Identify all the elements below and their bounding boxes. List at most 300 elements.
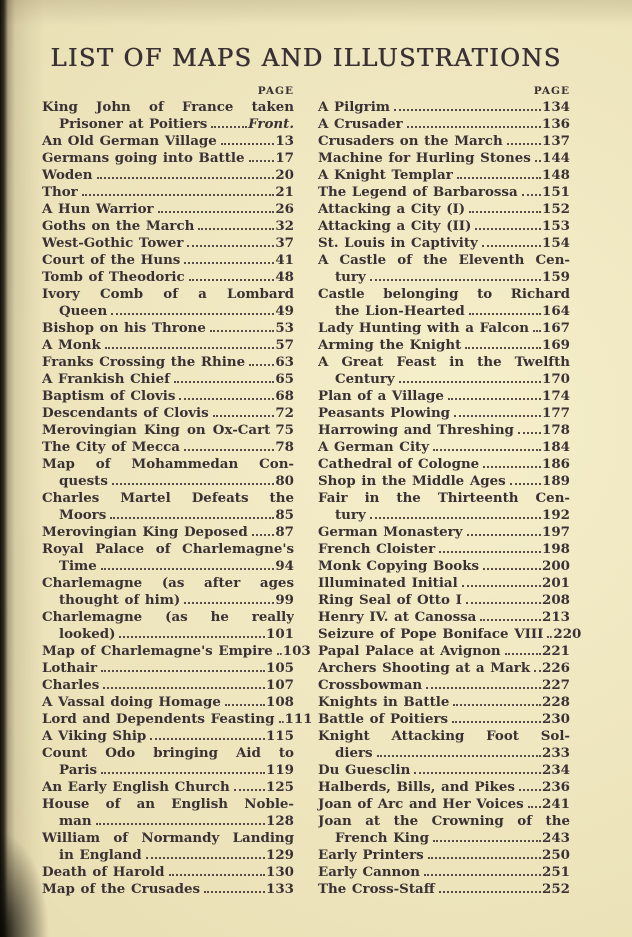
dot-leader	[204, 891, 265, 893]
entry-title: Germans going into Battle	[42, 150, 245, 166]
entry-title: Monk Copying Books	[318, 558, 480, 574]
dot-leader	[119, 636, 265, 638]
toc-line	[318, 405, 570, 422]
toc-line	[318, 473, 570, 490]
toc-line	[42, 371, 294, 388]
toc-line	[318, 728, 570, 745]
entry-page-number: 105	[266, 660, 294, 676]
entry-title: Prisoner at Poitiers	[59, 116, 208, 132]
entry-page-number: 144	[542, 150, 570, 166]
entry-title: Tomb of Theodoric	[42, 269, 185, 285]
toc-line	[42, 779, 294, 796]
entry-title: Merovingian King on Ox-Cart	[42, 422, 271, 438]
entry-page-number: 152	[542, 201, 570, 217]
entry-title: Map of the Crusades	[42, 881, 201, 897]
entry-title: Goths on the March	[42, 218, 195, 234]
dot-leader	[452, 721, 541, 723]
entry-page-number: 226	[542, 660, 570, 676]
entry-page-number: 99	[275, 592, 294, 608]
entry-title: Plan of a Village	[318, 388, 444, 404]
entry-page-number: 94	[275, 558, 294, 574]
dot-leader	[465, 347, 541, 349]
dot-leader	[448, 398, 541, 400]
toc-line	[42, 677, 294, 694]
entry-page-number: 174	[542, 388, 570, 404]
dot-leader	[407, 126, 541, 128]
toc-line	[318, 99, 570, 116]
dot-leader	[277, 653, 282, 655]
entry-title: Ring Seal of Otto I	[318, 592, 462, 608]
dot-leader	[399, 381, 541, 383]
entry-page-number: 167	[542, 320, 570, 336]
dot-leader	[189, 279, 275, 281]
toc-line	[318, 524, 570, 541]
toc-line	[318, 252, 570, 269]
entry-page-number: 192	[542, 507, 570, 523]
toc-line	[318, 201, 570, 218]
dot-leader	[158, 211, 275, 213]
entry-title: A Vassal doing Homage	[42, 694, 221, 710]
entry-title: The Legend of Barbarossa	[318, 184, 518, 200]
entry-page-number: 251	[542, 864, 570, 880]
dot-leader	[483, 466, 541, 468]
entry-page-number: 80	[275, 473, 294, 489]
entry-title: Arming the Knight	[318, 337, 462, 353]
entry-page-number: 164	[542, 303, 570, 319]
dot-leader	[467, 534, 542, 536]
entry-page-number: 213	[542, 609, 570, 625]
toc-line	[42, 592, 294, 609]
dot-leader	[234, 789, 265, 791]
entry-title: the Lion-Hearted	[335, 303, 465, 319]
dot-leader	[112, 483, 274, 485]
entry-page-number: 159	[542, 269, 570, 285]
entry-title: man	[59, 813, 92, 829]
entry-title: Map of Mohammedan Con-	[42, 456, 294, 472]
entry-page-number: 197	[542, 524, 570, 540]
entry-title: Descendants of Clovis	[42, 405, 209, 421]
entry-title: Castle belonging to Richard	[318, 286, 570, 302]
entry-page-number: 137	[542, 133, 570, 149]
toc-line	[318, 456, 570, 473]
entry-page-number: 198	[542, 541, 570, 557]
entry-page-number: 153	[542, 218, 570, 234]
dot-leader	[184, 449, 274, 451]
dot-leader	[211, 126, 247, 128]
entry-page-number: 208	[542, 592, 570, 608]
dot-leader	[370, 517, 541, 519]
entry-title: A Knight Templar	[318, 167, 453, 183]
entry-title: Royal Palace of Charlemagne's	[42, 541, 294, 557]
toc-line	[318, 337, 570, 354]
entry-title: Machine for Hurling Stones	[318, 150, 531, 166]
toc-line	[42, 303, 294, 320]
entry-title: A Viking Ship	[42, 728, 147, 744]
toc-line	[318, 235, 570, 252]
toc-line	[42, 507, 294, 524]
dot-leader	[535, 160, 541, 162]
toc-line	[42, 201, 294, 218]
toc-line	[42, 541, 294, 558]
entry-page-number: 250	[542, 847, 570, 863]
toc-line	[318, 507, 570, 524]
toc-line	[318, 439, 570, 456]
entry-page-number: 115	[266, 728, 294, 744]
toc-line	[42, 337, 294, 354]
entry-title: An Early English Church	[42, 779, 230, 795]
toc-line	[42, 728, 294, 745]
entry-title: Harrowing and Threshing	[318, 422, 514, 438]
entry-title: Moors	[59, 507, 107, 523]
toc-line	[42, 558, 294, 575]
dot-leader	[370, 279, 541, 281]
entry-page-number: 17	[275, 150, 294, 166]
entry-title: tury	[335, 507, 366, 523]
entry-title: A German City	[318, 439, 430, 455]
dot-leader	[101, 772, 265, 774]
page-column-header-right: PAGE	[533, 85, 570, 97]
toc-line	[318, 218, 570, 235]
dot-leader	[439, 551, 541, 553]
entry-page-number: 107	[266, 677, 294, 693]
entry-title: Charlemagne (as he really	[42, 609, 294, 625]
entry-page-number: 184	[542, 439, 570, 455]
entry-title: A Crusader	[318, 116, 403, 132]
dot-leader	[249, 160, 275, 162]
entry-page-number: 170	[542, 371, 570, 387]
toc-line	[318, 371, 570, 388]
entry-title: Battle of Poitiers	[318, 711, 449, 727]
entry-page-number: 53	[275, 320, 294, 336]
entry-title: A Great Feast in the Twelfth	[318, 354, 570, 370]
toc-line	[42, 456, 294, 473]
toc-line	[42, 269, 294, 286]
column-headers	[42, 85, 570, 97]
entry-title: Early Cannon	[318, 864, 420, 880]
toc-line	[42, 830, 294, 847]
toc-line	[42, 252, 294, 269]
entry-page-number: 129	[266, 847, 294, 863]
entry-page-number: 221	[542, 643, 570, 659]
dot-leader	[462, 585, 541, 587]
dot-leader	[414, 772, 541, 774]
entry-title: Map of Charlemagne's Empire	[42, 643, 273, 659]
entry-page-number: 65	[275, 371, 294, 387]
toc-line	[42, 116, 294, 133]
entry-page-number: 128	[266, 813, 294, 829]
entry-page-number: Front.	[248, 116, 294, 132]
entry-title: Knights in Battle	[318, 694, 450, 710]
entry-title: Death of Harold	[42, 864, 165, 880]
entry-title: William of Normandy Landing	[42, 830, 294, 846]
entry-title: Knight Attacking Foot Sol-	[318, 728, 570, 744]
entry-page-number: 125	[266, 779, 294, 795]
toc-line	[318, 609, 570, 626]
dot-leader	[221, 143, 275, 145]
dot-leader	[469, 313, 541, 315]
toc-line	[318, 269, 570, 286]
toc-line	[318, 167, 570, 184]
toc-line	[318, 150, 570, 167]
entry-page-number: 13	[275, 133, 294, 149]
dot-leader	[528, 806, 541, 808]
toc-line	[318, 813, 570, 830]
entry-title: A Hun Warrior	[42, 201, 154, 217]
entry-title: A Monk	[42, 337, 101, 353]
toc-line	[318, 745, 570, 762]
entry-title: West-Gothic Tower	[42, 235, 184, 251]
dot-leader	[454, 415, 541, 417]
entry-title: A Castle of the Eleventh Cen-	[318, 252, 570, 268]
dot-leader	[433, 449, 541, 451]
toc-line	[42, 354, 294, 371]
dot-leader	[187, 245, 274, 247]
toc-line	[318, 558, 570, 575]
entry-page-number: 72	[275, 405, 294, 421]
entry-title: Bishop on his Throne	[42, 320, 206, 336]
entry-title: Charlemagne (as after ages	[42, 575, 294, 591]
entry-page-number: 227	[542, 677, 570, 693]
dot-leader	[111, 313, 274, 315]
toc-line	[42, 796, 294, 813]
entry-title: tury	[335, 269, 366, 285]
dot-leader	[103, 687, 265, 689]
entry-title: Peasants Plowing	[318, 405, 451, 421]
entry-page-number: 234	[542, 762, 570, 778]
entry-title: Illuminated Initial	[318, 575, 458, 591]
toc-line	[318, 830, 570, 847]
toc-line	[42, 388, 294, 405]
entry-page-number: 130	[266, 864, 294, 880]
toc-line	[42, 167, 294, 184]
toc-line	[42, 133, 294, 150]
toc-line	[318, 286, 570, 303]
toc-columns	[42, 99, 582, 898]
entry-page-number: 151	[542, 184, 570, 200]
toc-line	[318, 490, 570, 507]
toc-line	[42, 694, 294, 711]
toc-line	[42, 473, 294, 490]
entry-title: Du Guesclin	[318, 762, 411, 778]
toc-line	[42, 575, 294, 592]
entry-page-number: 87	[275, 524, 294, 540]
dot-leader	[110, 517, 274, 519]
entry-title: The City of Mecca	[42, 439, 180, 455]
entry-title: Merovingian King Deposed	[42, 524, 248, 540]
entry-page-number: 186	[542, 456, 570, 472]
toc-column-right	[318, 99, 582, 898]
toc-line	[318, 303, 570, 320]
entry-page-number: 78	[275, 439, 294, 455]
toc-line	[318, 422, 570, 439]
dot-leader	[533, 330, 541, 332]
entry-page-number: 20	[275, 167, 294, 183]
toc-line	[318, 116, 570, 133]
toc-line	[42, 150, 294, 167]
toc-line	[42, 813, 294, 830]
dot-leader	[483, 568, 541, 570]
entry-page-number: 169	[542, 337, 570, 353]
entry-page-number: 200	[542, 558, 570, 574]
entry-page-number: 243	[542, 830, 570, 846]
entry-page-number: 201	[542, 575, 570, 591]
dot-leader	[453, 704, 541, 706]
toc-line	[42, 660, 294, 677]
entry-title: Archers Shooting at a Mark	[318, 660, 531, 676]
entry-title: An Old German Village	[42, 133, 217, 149]
entry-page-number: 220	[553, 626, 582, 642]
toc-line	[318, 796, 570, 813]
dot-leader	[213, 415, 275, 417]
dot-leader	[184, 602, 274, 604]
entry-title: Century	[335, 371, 395, 387]
dot-leader	[480, 619, 541, 621]
entry-page-number: 111	[284, 711, 313, 727]
entry-title: Attacking a City (II)	[318, 218, 472, 234]
entry-page-number: 108	[266, 694, 294, 710]
dot-leader	[522, 194, 541, 196]
dot-leader	[426, 687, 541, 689]
entry-page-number: 133	[266, 881, 294, 897]
toc-line	[42, 99, 294, 116]
dot-leader	[184, 262, 274, 264]
entry-page-number: 49	[275, 303, 294, 319]
entry-title: Lord and Dependents Feasting	[42, 711, 275, 727]
entry-title: Queen	[59, 303, 108, 319]
entry-page-number: 230	[542, 711, 570, 727]
toc-line	[42, 405, 294, 422]
entry-title: Ivory Comb of a Lombard	[42, 286, 294, 302]
toc-line	[42, 286, 294, 303]
dot-leader	[534, 670, 541, 672]
toc-line	[42, 184, 294, 201]
entry-page-number: 134	[542, 99, 570, 115]
dot-leader	[466, 602, 541, 604]
entry-title: A Frankish Chief	[42, 371, 170, 387]
entry-title: Time	[59, 558, 97, 574]
entry-page-number: 178	[542, 422, 570, 438]
dot-leader	[97, 177, 275, 179]
dot-leader	[146, 857, 265, 859]
entry-title: thought of him)	[59, 592, 181, 608]
entry-title: Early Printers	[318, 847, 424, 863]
toc-line	[318, 694, 570, 711]
toc-line	[318, 660, 570, 677]
dot-leader	[174, 381, 275, 383]
entry-title: A Pilgrim	[318, 99, 390, 115]
entry-title: quests	[59, 473, 108, 489]
toc-line	[42, 439, 294, 456]
entry-page-number: 228	[542, 694, 570, 710]
dot-leader	[169, 874, 266, 876]
entry-page-number: 103	[282, 643, 311, 659]
dot-leader	[505, 653, 541, 655]
entry-page-number: 37	[275, 235, 294, 251]
entry-title: diers	[335, 745, 373, 761]
entry-title: French Cloister	[318, 541, 436, 557]
toc-line	[318, 388, 570, 405]
dot-leader	[377, 755, 541, 757]
entry-title: House of an English Noble-	[42, 796, 294, 812]
entry-page-number: 48	[275, 269, 294, 285]
entry-title: Attacking a City (I)	[318, 201, 466, 217]
toc-line	[318, 354, 570, 371]
toc-line	[318, 677, 570, 694]
dot-leader	[510, 483, 541, 485]
toc-line	[318, 643, 570, 660]
toc-line	[42, 864, 294, 881]
entry-title: Henry IV. at Canossa	[318, 609, 477, 625]
toc-line	[318, 847, 570, 864]
toc-line	[318, 184, 570, 201]
entry-title: Charles	[42, 677, 100, 693]
dot-leader	[519, 789, 541, 791]
entry-title: St. Louis in Captivity	[318, 235, 478, 251]
entry-page-number: 177	[542, 405, 570, 421]
dot-leader	[439, 891, 541, 893]
entry-page-number: 252	[542, 881, 570, 897]
entry-page-number: 119	[266, 762, 294, 778]
entry-title: looked)	[59, 626, 116, 642]
dot-leader	[518, 432, 541, 434]
entry-page-number: 57	[275, 337, 294, 353]
entry-title: King John of France taken	[42, 99, 294, 115]
dot-leader	[179, 398, 274, 400]
entry-title: Lady Hunting with a Falcon	[318, 320, 529, 336]
dot-leader	[507, 143, 541, 145]
dot-leader	[424, 874, 541, 876]
entry-title: German Monastery	[318, 524, 463, 540]
dot-leader	[457, 177, 541, 179]
entry-page-number: 75	[275, 422, 294, 438]
toc-line	[318, 541, 570, 558]
entry-title: The Cross-Staff	[318, 881, 435, 897]
dot-leader	[394, 109, 541, 111]
entry-page-number: 148	[542, 167, 570, 183]
toc-line	[42, 847, 294, 864]
entry-page-number: 21	[275, 184, 294, 200]
entry-page-number: 41	[275, 252, 294, 268]
dot-leader	[101, 670, 265, 672]
toc-line	[42, 524, 294, 541]
dot-leader	[433, 840, 541, 842]
page-column-header-left: PAGE	[257, 85, 294, 97]
toc-line	[318, 133, 570, 150]
dot-leader	[225, 704, 265, 706]
toc-line	[42, 745, 294, 762]
entry-title: Woden	[42, 167, 93, 183]
toc-line	[318, 320, 570, 337]
entry-title: Court of the Huns	[42, 252, 181, 268]
entry-title: Shop in the Middle Ages	[318, 473, 506, 489]
toc-line	[42, 320, 294, 337]
toc-line	[318, 575, 570, 592]
dot-leader	[469, 211, 541, 213]
page-title: LIST OF MAPS AND ILLUSTRATIONS	[50, 44, 562, 72]
toc-line	[318, 592, 570, 609]
dot-leader	[279, 721, 284, 723]
dot-leader	[105, 347, 275, 349]
entry-title: Cathedral of Cologne	[318, 456, 480, 472]
entry-title: Paris	[59, 762, 98, 778]
entry-page-number: 154	[542, 235, 570, 251]
toc-line	[42, 490, 294, 507]
toc-line	[42, 609, 294, 626]
entry-title: Joan of Arc and Her Voices	[318, 796, 524, 812]
toc-line	[42, 762, 294, 779]
entry-page-number: 236	[542, 779, 570, 795]
entry-title: Thor	[42, 184, 78, 200]
